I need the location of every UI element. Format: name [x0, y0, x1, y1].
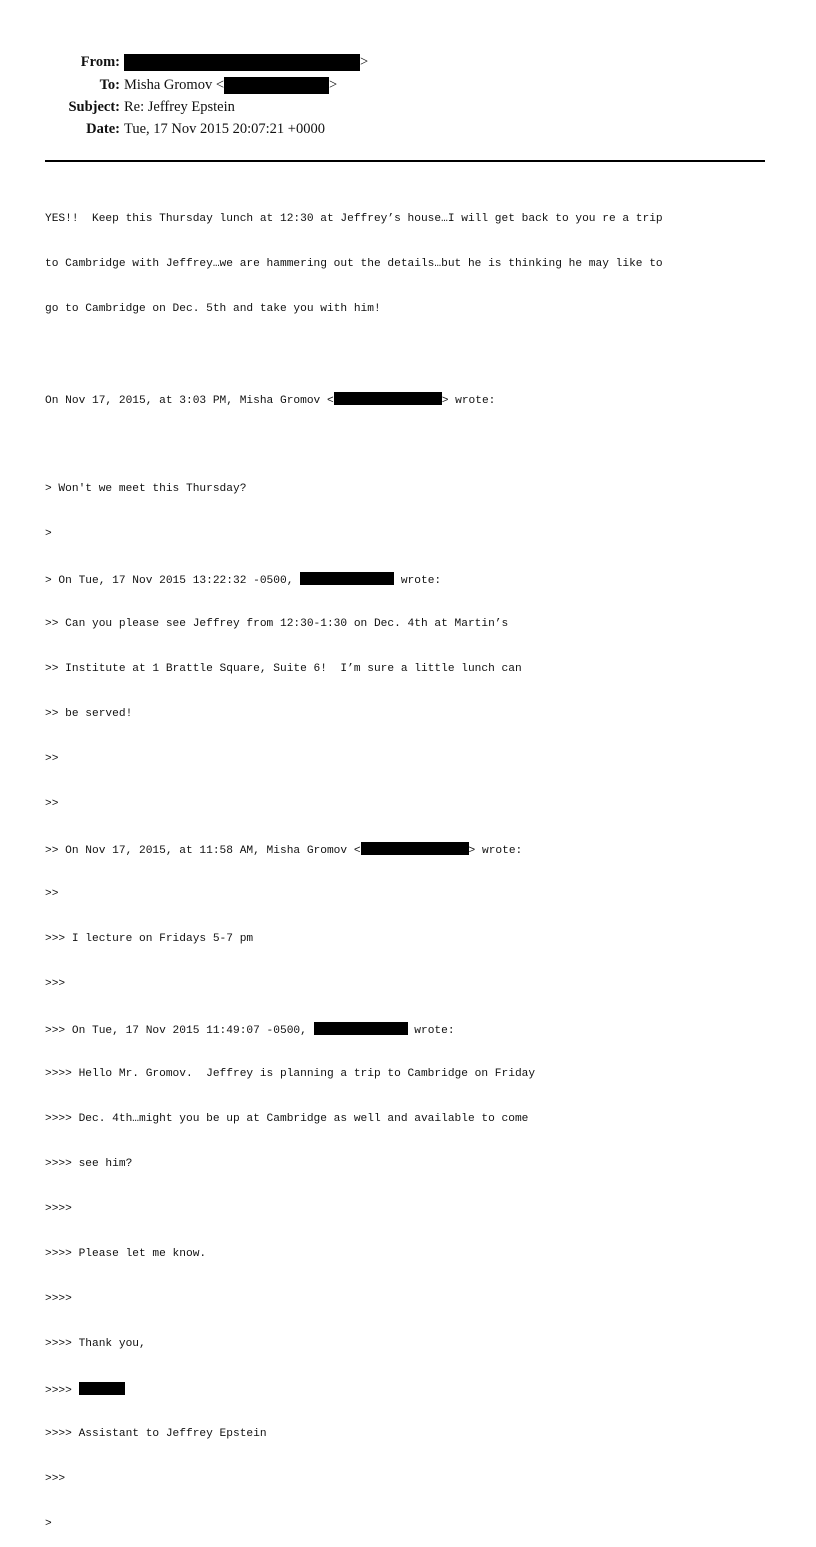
- quote-attribution: [45, 572, 785, 587]
- subject-value: Re: Jeffrey Epstein: [124, 99, 235, 115]
- quote-attribution: [45, 842, 785, 857]
- date-value: Tue, 17 Nov 2015 20:07:21 +0000: [124, 121, 325, 137]
- quoted-line: >>>> Hello Mr. Gromov. Jeffrey is planning a trip to Cambridge on Friday: [45, 1068, 536, 1080]
- blank-line: [45, 347, 785, 362]
- quoted-line: > Won't we meet this Thursday?: [45, 483, 247, 495]
- quoted-line: >>> I lecture on Fridays 5-7 pm: [45, 933, 254, 945]
- quoted-line: >>>> Thank you,: [45, 1338, 146, 1350]
- quoted-line: >>>: [45, 978, 66, 990]
- quote-marker: >>>>: [45, 1385, 79, 1397]
- attribution-suffix: wrote:: [407, 1025, 455, 1037]
- quoted-line: >>>> Dec. 4th…might you be up at Cambridge as well and available to come: [45, 1113, 529, 1125]
- quoted-line: >>>>: [45, 1203, 72, 1215]
- redaction-box: [314, 1022, 408, 1035]
- to-name: Misha Gromov <: [124, 77, 225, 93]
- header-to-row: [0, 76, 400, 94]
- header-divider: [45, 160, 765, 162]
- subject-label: Subject:: [68, 99, 120, 115]
- header-date-row: [0, 120, 400, 138]
- attribution-text: >> On Nov 17, 2015, at 11:58 AM, Misha Gromov <: [45, 845, 361, 857]
- to-value: [124, 76, 337, 94]
- attribution-suffix: > wrote:: [441, 395, 496, 407]
- redaction-box: [79, 1382, 125, 1395]
- body-line: YES!! Keep this Thursday lunch at 12:30 at Jeffrey’s house…I will get back to you re a trip: [45, 213, 663, 225]
- date-label: Date:: [86, 121, 120, 137]
- quoted-line: >: [45, 1518, 52, 1530]
- attribution-text: > On Tue, 17 Nov 2015 13:22:32 -0500,: [45, 575, 301, 587]
- to-label: To:: [99, 77, 120, 93]
- quoted-line: >>: [45, 798, 59, 810]
- redaction-box: [224, 77, 329, 94]
- redaction-box: [300, 572, 394, 585]
- quoted-line: >>>: [45, 1473, 66, 1485]
- to-suffix: >: [329, 77, 338, 93]
- quote-attribution: [45, 392, 785, 407]
- email-body: [45, 182, 785, 1547]
- attribution-suffix: > wrote:: [468, 845, 523, 857]
- attribution-text: >>> On Tue, 17 Nov 2015 11:49:07 -0500,: [45, 1025, 314, 1037]
- from-label: From:: [80, 54, 120, 70]
- redaction-box: [334, 392, 442, 405]
- quoted-line: >> Institute at 1 Brattle Square, Suite 6! I’m sure a little lunch can: [45, 663, 522, 675]
- body-line: to Cambridge with Jeffrey…we are hammering out the details…but he is thinking he may like to: [45, 258, 663, 270]
- from-suffix: >: [360, 54, 369, 70]
- quoted-line: >: [45, 528, 52, 540]
- quoted-line: >> be served!: [45, 708, 133, 720]
- quoted-line: >>>> Please let me know.: [45, 1248, 207, 1260]
- quoted-line: >>: [45, 888, 59, 900]
- redaction-box: [124, 54, 360, 71]
- attribution-text: On Nov 17, 2015, at 3:03 PM, Misha Gromov <: [45, 395, 334, 407]
- quoted-line: >> Can you please see Jeffrey from 12:30-1:30 on Dec. 4th at Martin’s: [45, 618, 509, 630]
- quoted-line: >>: [45, 753, 59, 765]
- blank-line: [45, 437, 785, 452]
- header-from-row: [0, 53, 400, 71]
- signature-line: [45, 1382, 785, 1397]
- header-subject-row: [0, 98, 400, 116]
- quoted-line: >>>> Assistant to Jeffrey Epstein: [45, 1428, 267, 1440]
- quote-attribution: [45, 1022, 785, 1037]
- redaction-box: [361, 842, 469, 855]
- quoted-line: >>>>: [45, 1293, 72, 1305]
- attribution-suffix: wrote:: [394, 575, 442, 587]
- body-line: go to Cambridge on Dec. 5th and take you with him!: [45, 303, 381, 315]
- from-value: [124, 53, 368, 71]
- quoted-line: >>>> see him?: [45, 1158, 133, 1170]
